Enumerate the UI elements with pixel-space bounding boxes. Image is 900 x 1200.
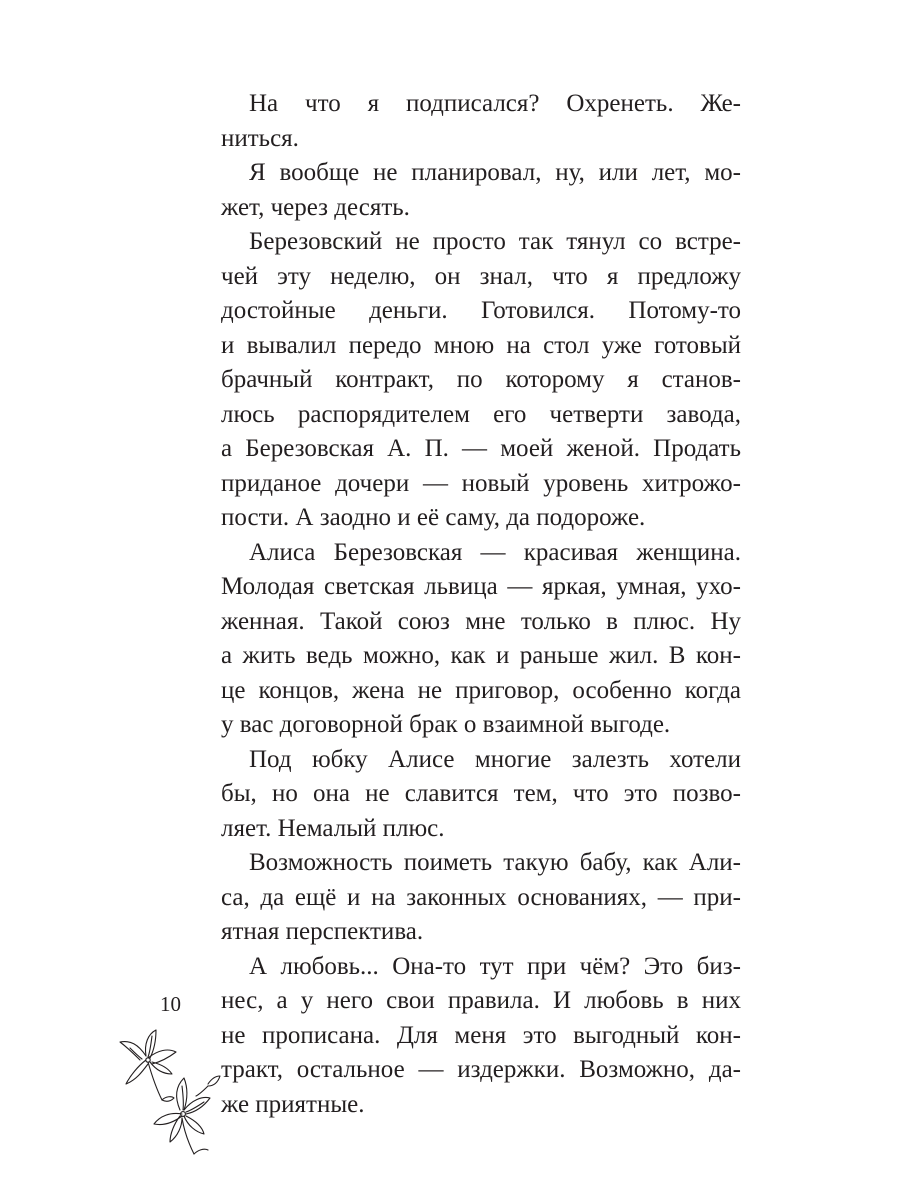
text-line: Алиса Березовская — красивая женщина.: [249, 538, 741, 566]
text-line: Возможность поиметь такую бабу, как Али-: [249, 849, 741, 876]
flower-ornament-icon: [108, 1026, 228, 1158]
text-line: А любовь... Она-то тут при чём? Это биз-: [249, 952, 741, 980]
text-line: приданое дочери — новый уровень хитрожо-: [221, 469, 741, 497]
text-line: са, да ещё и на законных основаниях, — при-: [221, 883, 741, 911]
text-line: ниться.: [221, 124, 299, 152]
text-line: брачный контракт, по которому я станов-: [221, 366, 741, 393]
text-line: достойные деньги. Готовился. Потому-то: [221, 297, 741, 324]
text-line: женная. Такой союз мне только в плюс. Ну: [221, 607, 741, 635]
text-line: На что я подписался? Охренеть. Же-: [249, 90, 741, 117]
text-line: же приятные.: [221, 1090, 365, 1118]
text-line: люсь распорядителем его четверти завода,: [221, 400, 741, 428]
text-line: бы, но она не славится тем, что это позво-: [221, 780, 741, 807]
text-line: Березовский не просто так тянул со встре-: [249, 228, 741, 255]
text-line: жет, через десять.: [221, 193, 410, 221]
page-number: 10: [160, 992, 181, 1016]
text-line: Я вообще не планировал, ну, или лет, мо-: [249, 159, 741, 186]
text-line: тракт, остальное — издержки. Возможно, да-: [221, 1056, 741, 1083]
text-line: а жить ведь можно, как и раньше жил. В кон-: [221, 642, 741, 669]
text-line: Под юбку Алисе многие залезть хотели: [249, 745, 741, 773]
text-line: пости. А заодно и её саму, да подороже.: [221, 504, 646, 531]
text-line: чей эту неделю, он знал, что я предложу: [221, 262, 741, 290]
text-line: и вывалил передо мною на стол уже готовый: [221, 331, 741, 359]
text-line: ляет. Немалый плюс.: [221, 814, 445, 842]
text-line: це концов, жена не приговор, особенно когда: [221, 676, 741, 704]
text-line: ятная перспектива.: [221, 918, 424, 945]
text-line: Молодая светская львица — яркая, умная, ухо-: [221, 573, 741, 600]
text-line: а Березовская А. П. — моей женой. Продать: [221, 435, 741, 462]
text-line: у вас договорной брак о взаимной выгоде.: [221, 711, 671, 738]
text-line: нес, а у него свои правила. И любовь в них: [221, 987, 741, 1014]
text-line: не прописана. Для меня это выгодный кон-: [221, 1021, 741, 1049]
